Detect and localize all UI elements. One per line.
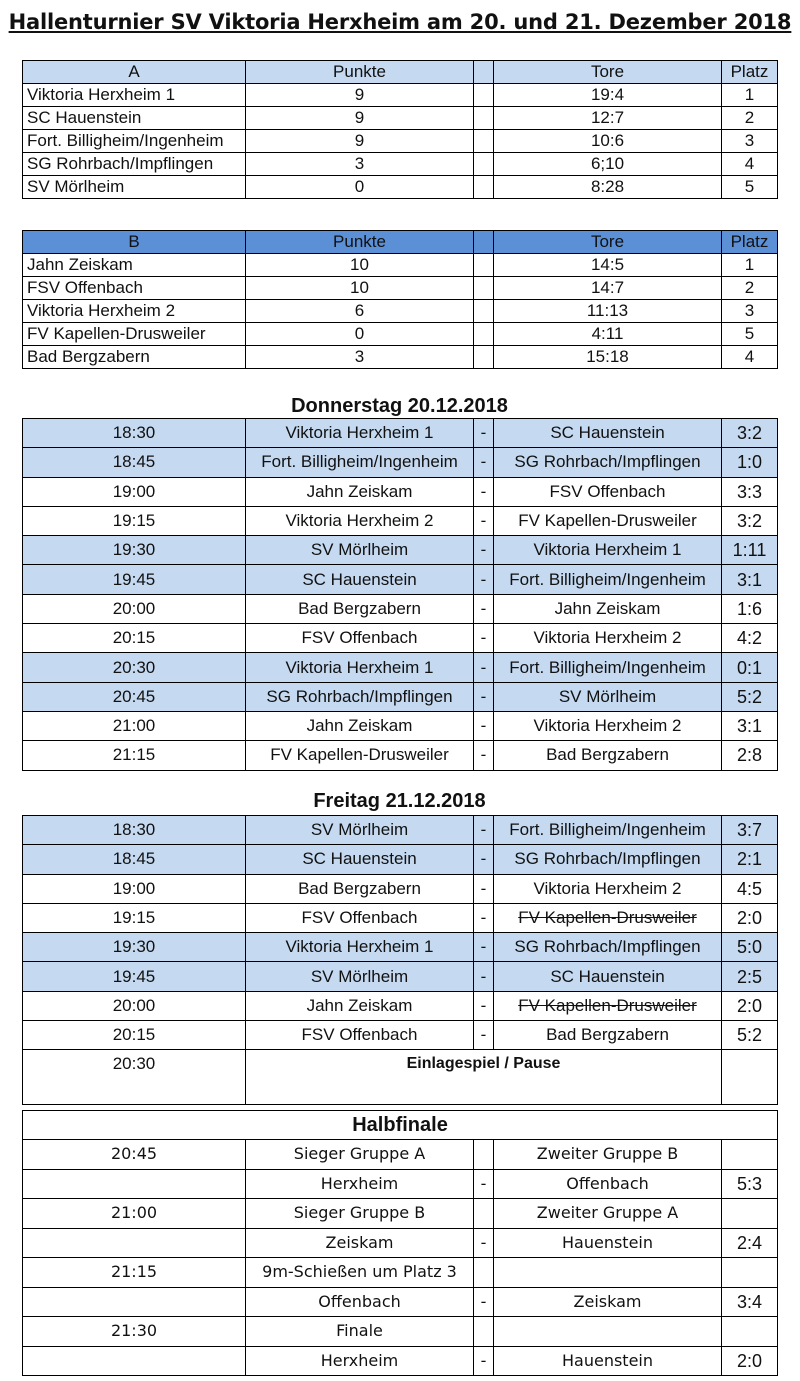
away-team: Bad Bergzabern — [494, 1021, 722, 1050]
away-team: Viktoria Herxheim 2 — [494, 624, 722, 653]
away-team: SG Rohrbach/Impflingen — [494, 448, 722, 477]
rank: 3 — [722, 300, 778, 323]
spacer-cell — [474, 153, 494, 176]
goals: 14:7 — [494, 277, 722, 300]
team-name: FSV Offenbach — [23, 277, 246, 300]
goals: 4:11 — [494, 323, 722, 346]
rank: 4 — [722, 153, 778, 176]
pause-label: Einlagespiel / Pause — [246, 1050, 722, 1105]
vs-separator: - — [474, 653, 494, 682]
vs-separator: - — [474, 741, 494, 770]
game-time: 18:30 — [23, 419, 246, 448]
points: 9 — [246, 107, 474, 130]
away-team: Fort. Billigheim/Ingenheim — [494, 816, 722, 845]
standing-row — [23, 176, 778, 199]
points: 3 — [246, 153, 474, 176]
rank: 3 — [722, 130, 778, 153]
game-row — [23, 419, 778, 448]
home-team: Bad Bergzabern — [246, 874, 474, 903]
game-time: 20:00 — [23, 594, 246, 623]
game-time: 21:15 — [23, 741, 246, 770]
game-row — [23, 594, 778, 623]
home-team: FSV Offenbach — [246, 624, 474, 653]
vs-separator: - — [474, 933, 494, 962]
score: 2:0 — [722, 991, 778, 1020]
standing-row — [23, 84, 778, 107]
away-team: Zweiter Gruppe A — [494, 1199, 722, 1229]
score: 5:2 — [722, 682, 778, 711]
away-team: FV Kapellen-Drusweiler — [494, 506, 722, 535]
points: 0 — [246, 176, 474, 199]
score: 3:4 — [722, 1287, 778, 1317]
finals-row — [23, 1169, 778, 1199]
game-row — [23, 933, 778, 962]
home-team: 9m-Schießen um Platz 3 — [246, 1258, 474, 1288]
pause-row — [23, 1050, 778, 1105]
home-team: Jahn Zeiskam — [246, 991, 474, 1020]
vs-separator: - — [474, 874, 494, 903]
points: 10 — [246, 254, 474, 277]
standing-row — [23, 130, 778, 153]
spacer-cell — [474, 176, 494, 199]
spacer-cell — [474, 130, 494, 153]
game-time: 19:45 — [23, 962, 246, 991]
game-row — [23, 991, 778, 1020]
away-team: Bad Bergzabern — [494, 741, 722, 770]
game-time: 18:45 — [23, 448, 246, 477]
game-time: 18:45 — [23, 845, 246, 874]
home-team: Fort. Billigheim/Ingenheim — [246, 448, 474, 477]
standing-row — [23, 254, 778, 277]
away-team: Zeiskam — [494, 1287, 722, 1317]
game-row — [23, 448, 778, 477]
vs-separator — [474, 1258, 494, 1288]
score: 2:5 — [722, 962, 778, 991]
away-team-struck: FV Kapellen-Drusweiler — [494, 903, 722, 932]
away-team — [494, 1317, 722, 1347]
team-name: Jahn Zeiskam — [23, 254, 246, 277]
vs-separator: - — [474, 1169, 494, 1199]
game-row — [23, 624, 778, 653]
home-team: SV Mörlheim — [246, 536, 474, 565]
standing-row — [23, 346, 778, 369]
platz-header: Platz — [722, 61, 778, 84]
team-name: Viktoria Herxheim 1 — [23, 84, 246, 107]
game-row — [23, 711, 778, 740]
vs-separator: - — [474, 991, 494, 1020]
score: 1:6 — [722, 594, 778, 623]
page-title: Hallenturnier SV Viktoria Herxheim am 20. und 21. Dezember 2018 — [8, 10, 792, 34]
group-a-standings — [22, 60, 777, 199]
game-row — [23, 536, 778, 565]
score: 2:0 — [722, 1346, 778, 1376]
home-team: Jahn Zeiskam — [246, 477, 474, 506]
goals: 6;10 — [494, 153, 722, 176]
home-team: Herxheim — [246, 1169, 474, 1199]
game-time: 21:00 — [23, 1199, 246, 1229]
home-team: Viktoria Herxheim 2 — [246, 506, 474, 535]
score: 2:8 — [722, 741, 778, 770]
game-row — [23, 845, 778, 874]
finals-row — [23, 1228, 778, 1258]
spacer-cell — [474, 300, 494, 323]
home-team: FV Kapellen-Drusweiler — [246, 741, 474, 770]
score: 1:11 — [722, 536, 778, 565]
points: 3 — [246, 346, 474, 369]
game-time: 19:15 — [23, 506, 246, 535]
home-team: SG Rohrbach/Impflingen — [246, 682, 474, 711]
team-name: FV Kapellen-Drusweiler — [23, 323, 246, 346]
score: 3:7 — [722, 816, 778, 845]
vs-separator: - — [474, 682, 494, 711]
tore-header: Tore — [494, 61, 722, 84]
spacer-cell — [474, 254, 494, 277]
vs-separator: - — [474, 903, 494, 932]
vs-separator: - — [474, 1346, 494, 1376]
game-row — [23, 506, 778, 535]
home-team: Viktoria Herxheim 1 — [246, 653, 474, 682]
game-time: 20:00 — [23, 991, 246, 1020]
finals-row — [23, 1287, 778, 1317]
finals-row — [23, 1199, 778, 1229]
score — [722, 1199, 778, 1229]
game-time: 20:15 — [23, 624, 246, 653]
game-time: 18:30 — [23, 816, 246, 845]
game-time — [23, 1169, 246, 1199]
game-time — [23, 1228, 246, 1258]
away-team: Jahn Zeiskam — [494, 594, 722, 623]
away-team: SG Rohrbach/Impflingen — [494, 845, 722, 874]
score: 5:0 — [722, 933, 778, 962]
game-row — [23, 874, 778, 903]
vs-separator — [474, 1317, 494, 1347]
rank: 1 — [722, 254, 778, 277]
vs-separator: - — [474, 594, 494, 623]
away-team: Viktoria Herxheim 1 — [494, 536, 722, 565]
spacer-cell — [474, 346, 494, 369]
day1-heading: Donnerstag 20.12.2018 — [291, 395, 508, 417]
vs-separator: - — [474, 711, 494, 740]
home-team: Sieger Gruppe B — [246, 1199, 474, 1229]
game-time: 20:30 — [23, 653, 246, 682]
score: 3:2 — [722, 419, 778, 448]
team-name: Bad Bergzabern — [23, 346, 246, 369]
standing-row — [23, 277, 778, 300]
game-row — [23, 565, 778, 594]
finals-row — [23, 1346, 778, 1376]
game-time: 20:30 — [23, 1050, 246, 1105]
vs-separator: - — [474, 419, 494, 448]
home-team: SC Hauenstein — [246, 565, 474, 594]
home-team: FSV Offenbach — [246, 1021, 474, 1050]
finals-heading-row — [23, 1111, 778, 1140]
finals-schedule — [22, 1110, 777, 1376]
group-name: B — [23, 231, 246, 254]
score: 4:2 — [722, 624, 778, 653]
goals: 12:7 — [494, 107, 722, 130]
game-time: 21:15 — [23, 1258, 246, 1288]
finals-row — [23, 1258, 778, 1288]
game-time: 19:45 — [23, 565, 246, 594]
rank: 2 — [722, 277, 778, 300]
game-row — [23, 1021, 778, 1050]
home-team: Offenbach — [246, 1287, 474, 1317]
vs-separator: - — [474, 816, 494, 845]
score: 5:3 — [722, 1169, 778, 1199]
points: 9 — [246, 84, 474, 107]
score — [722, 1258, 778, 1288]
goals: 19:4 — [494, 84, 722, 107]
team-name: SG Rohrbach/Impflingen — [23, 153, 246, 176]
away-team-struck: FV Kapellen-Drusweiler — [494, 991, 722, 1020]
game-time: 19:30 — [23, 536, 246, 565]
spacer-cell — [474, 61, 494, 84]
away-team: SC Hauenstein — [494, 962, 722, 991]
day1-schedule — [22, 418, 777, 771]
game-time: 19:15 — [23, 903, 246, 932]
game-time: 21:30 — [23, 1317, 246, 1347]
team-name: SV Mörlheim — [23, 176, 246, 199]
game-row — [23, 903, 778, 932]
home-team: Zeiskam — [246, 1228, 474, 1258]
score: 4:5 — [722, 874, 778, 903]
vs-separator — [474, 1140, 494, 1170]
vs-separator: - — [474, 1021, 494, 1050]
vs-separator: - — [474, 1287, 494, 1317]
group-b-standings — [22, 230, 777, 369]
away-team: SV Mörlheim — [494, 682, 722, 711]
points: 6 — [246, 300, 474, 323]
score: 5:2 — [722, 1021, 778, 1050]
goals: 8:28 — [494, 176, 722, 199]
away-team: Zweiter Gruppe B — [494, 1140, 722, 1170]
standing-row — [23, 153, 778, 176]
finals-row — [23, 1317, 778, 1347]
away-team: Fort. Billigheim/Ingenheim — [494, 653, 722, 682]
away-team: SG Rohrbach/Impflingen — [494, 933, 722, 962]
away-team: Viktoria Herxheim 2 — [494, 874, 722, 903]
home-team: Bad Bergzabern — [246, 594, 474, 623]
away-team: Viktoria Herxheim 2 — [494, 711, 722, 740]
game-row — [23, 682, 778, 711]
day2-schedule — [22, 815, 777, 1105]
score: 2:4 — [722, 1228, 778, 1258]
group-b-header-row — [23, 231, 778, 254]
game-row — [23, 741, 778, 770]
game-time: 19:00 — [23, 477, 246, 506]
away-team: FSV Offenbach — [494, 477, 722, 506]
points: 9 — [246, 130, 474, 153]
platz-header: Platz — [722, 231, 778, 254]
vs-separator: - — [474, 477, 494, 506]
spacer-cell — [474, 107, 494, 130]
goals: 14:5 — [494, 254, 722, 277]
score: 3:2 — [722, 506, 778, 535]
goals: 11:13 — [494, 300, 722, 323]
home-team: Sieger Gruppe A — [246, 1140, 474, 1170]
finals-row — [23, 1140, 778, 1170]
vs-separator: - — [474, 565, 494, 594]
away-team: Offenbach — [494, 1169, 722, 1199]
spacer-cell — [474, 277, 494, 300]
vs-separator: - — [474, 506, 494, 535]
group-name: A — [23, 61, 246, 84]
home-team: Viktoria Herxheim 1 — [246, 933, 474, 962]
game-row — [23, 816, 778, 845]
game-time — [23, 1346, 246, 1376]
vs-separator: - — [474, 845, 494, 874]
home-team: FSV Offenbach — [246, 903, 474, 932]
group-a-header-row — [23, 61, 778, 84]
score — [722, 1317, 778, 1347]
standing-row — [23, 323, 778, 346]
tore-header: Tore — [494, 231, 722, 254]
score: 3:1 — [722, 565, 778, 594]
vs-separator: - — [474, 624, 494, 653]
game-row — [23, 653, 778, 682]
game-time: 20:45 — [23, 682, 246, 711]
score: 2:0 — [722, 903, 778, 932]
away-team: Hauenstein — [494, 1228, 722, 1258]
goals: 10:6 — [494, 130, 722, 153]
game-time: 20:15 — [23, 1021, 246, 1050]
away-team: Fort. Billigheim/Ingenheim — [494, 565, 722, 594]
team-name: Fort. Billigheim/Ingenheim — [23, 130, 246, 153]
rank: 1 — [722, 84, 778, 107]
score: 3:1 — [722, 711, 778, 740]
home-team: SV Mörlheim — [246, 962, 474, 991]
rank: 5 — [722, 323, 778, 346]
vs-separator: - — [474, 1228, 494, 1258]
score — [722, 1050, 778, 1105]
away-team — [494, 1258, 722, 1288]
rank: 4 — [722, 346, 778, 369]
vs-separator: - — [474, 536, 494, 565]
team-name: Viktoria Herxheim 2 — [23, 300, 246, 323]
score: 0:1 — [722, 653, 778, 682]
vs-separator: - — [474, 962, 494, 991]
spacer-cell — [474, 84, 494, 107]
spacer-cell — [474, 231, 494, 254]
game-time: 19:30 — [23, 933, 246, 962]
away-team: SC Hauenstein — [494, 419, 722, 448]
team-name: SC Hauenstein — [23, 107, 246, 130]
game-row — [23, 962, 778, 991]
game-time: 19:00 — [23, 874, 246, 903]
standing-row — [23, 107, 778, 130]
game-row — [23, 477, 778, 506]
home-team: Viktoria Herxheim 1 — [246, 419, 474, 448]
day2-heading: Freitag 21.12.2018 — [313, 790, 486, 812]
goals: 15:18 — [494, 346, 722, 369]
points: 0 — [246, 323, 474, 346]
rank: 2 — [722, 107, 778, 130]
home-team: SV Mörlheim — [246, 816, 474, 845]
score — [722, 1140, 778, 1170]
standing-row — [23, 300, 778, 323]
game-time: 21:00 — [23, 711, 246, 740]
spacer-cell — [474, 323, 494, 346]
vs-separator — [474, 1199, 494, 1229]
score: 3:3 — [722, 477, 778, 506]
home-team: Jahn Zeiskam — [246, 711, 474, 740]
punkte-header: Punkte — [246, 231, 474, 254]
vs-separator: - — [474, 448, 494, 477]
game-time — [23, 1287, 246, 1317]
finals-heading: Halbfinale — [23, 1111, 778, 1140]
home-team: Finale — [246, 1317, 474, 1347]
home-team: Herxheim — [246, 1346, 474, 1376]
rank: 5 — [722, 176, 778, 199]
score: 2:1 — [722, 845, 778, 874]
home-team: SC Hauenstein — [246, 845, 474, 874]
points: 10 — [246, 277, 474, 300]
punkte-header: Punkte — [246, 61, 474, 84]
away-team: Hauenstein — [494, 1346, 722, 1376]
game-time: 20:45 — [23, 1140, 246, 1170]
score: 1:0 — [722, 448, 778, 477]
